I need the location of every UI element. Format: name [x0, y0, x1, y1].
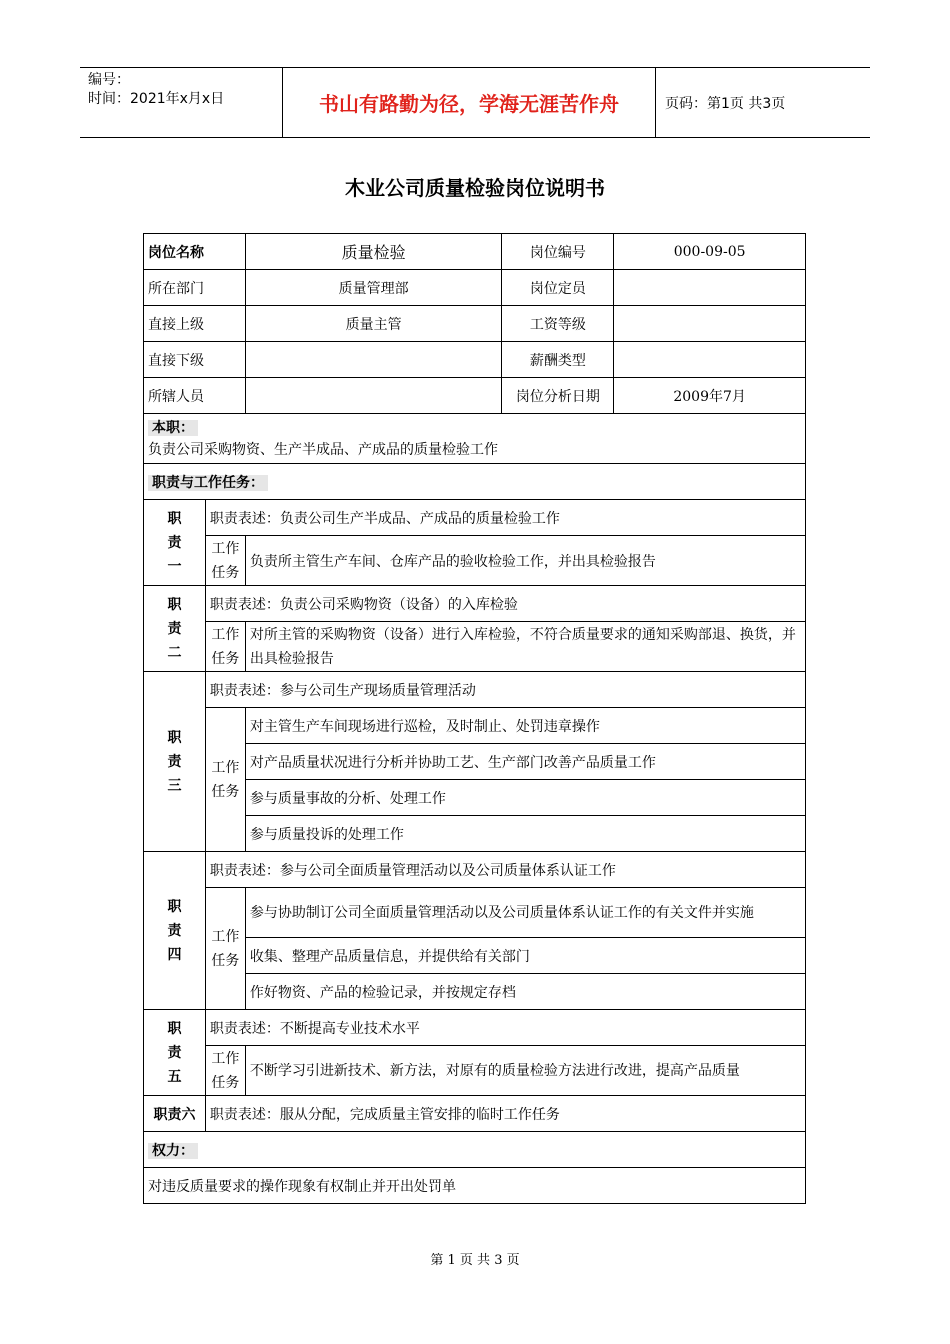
duty-5-task-label: 工作 任务	[205, 1046, 245, 1096]
duty-3-task-2: 对产品质量状况进行分析并协助工艺、生产部门改善产品质量工作	[245, 744, 805, 780]
staff-label: 所辖人员	[144, 378, 246, 414]
duty-5-task-1: 不断学习引进新技术、新方法，对原有的质量检验方法进行改进，提高产品质量	[245, 1046, 805, 1096]
main-duty-cell	[144, 414, 806, 464]
duty-5-label	[144, 1010, 206, 1096]
superior-label: 直接上级	[144, 306, 246, 342]
duty-2-name: 职 责 二	[167, 596, 182, 661]
power-label: 权力：	[148, 1143, 198, 1159]
wage-value	[614, 306, 806, 342]
power-header-cell	[144, 1132, 806, 1168]
quota-value	[614, 270, 806, 306]
duty-3-label	[144, 672, 206, 852]
page-footer: 第 1 页 共 3 页	[430, 1253, 520, 1268]
duty-1-label	[144, 500, 206, 586]
header-page-info: 页码：第1页 共3页	[665, 95, 786, 112]
duty-3-task-label: 工作 任务	[205, 708, 245, 852]
duty-4-task-1: 参与协助制订公司全面质量管理活动以及公司质量体系认证工作的有关文件并实施	[245, 888, 805, 938]
analysis-date-value: 2009年7月	[614, 378, 806, 414]
main-duty-label: 本职：	[148, 420, 198, 436]
duty-1-task-label: 工作 任务	[205, 536, 245, 586]
duty-6-label: 职责六	[144, 1096, 206, 1132]
salary-type-value	[614, 342, 806, 378]
dept-value: 质量管理部	[245, 270, 502, 306]
page-header	[80, 67, 870, 138]
duty-1-desc: 职责表述：负责公司生产半成品、产成品的质量检验工作	[205, 500, 805, 536]
header-left	[80, 68, 282, 137]
duty-4-desc: 职责表述：参与公司全面质量管理活动以及公司质量体系认证工作	[205, 852, 805, 888]
duty-1-name: 职 责 一	[167, 510, 182, 575]
duty-3-task-1: 对主管生产车间现场进行巡检，及时制止、处罚违章操作	[245, 708, 805, 744]
duty-5-name: 职 责 五	[167, 1020, 182, 1085]
main-duty-text: 负责公司采购物资、生产半成品、产成品的质量检验工作	[148, 441, 498, 458]
duty-2-desc: 职责表述：负责公司采购物资（设备）的入库检验	[205, 586, 805, 622]
duty-4-label	[144, 852, 206, 1010]
post-name-label: 岗位名称	[144, 234, 246, 270]
staff-value	[245, 378, 502, 414]
post-name-value: 质量检验	[245, 234, 502, 270]
duty-3-desc: 职责表述：参与公司生产现场质量管理活动	[205, 672, 805, 708]
duty-1-task-1: 负责所主管生产车间、仓库产品的验收检验工作，并出具检验报告	[245, 536, 805, 586]
header-motto: 书山有路勤为径，学海无涯苦作舟	[282, 68, 656, 137]
duty-6-desc: 职责表述：服从分配，完成质量主管安排的临时工作任务	[205, 1096, 805, 1132]
subordinate-label: 直接下级	[144, 342, 246, 378]
duty-3-task-3: 参与质量事故的分析、处理工作	[245, 780, 805, 816]
power-text: 对违反质量要求的操作现象有权制止并开出处罚单	[144, 1168, 806, 1204]
duty-2-task-label: 工作 任务	[205, 622, 245, 672]
duty-4-task-2: 收集、整理产品质量信息，并提供给有关部门	[245, 938, 805, 974]
post-code-value: 000-09-05	[614, 234, 806, 270]
job-description-table	[143, 233, 806, 1204]
salary-type-label: 薪酬类型	[502, 342, 614, 378]
doc-number-label: 编号：	[88, 72, 130, 88]
duty-3-name: 职 责 三	[167, 729, 182, 794]
subordinate-value	[245, 342, 502, 378]
duties-header-cell	[144, 464, 806, 500]
duty-2-task-1: 对所主管的采购物资（设备）进行入库检验，不符合质量要求的通知采购部退、换货，并出具检验报告	[245, 622, 805, 672]
duty-4-task-label: 工作 任务	[205, 888, 245, 1010]
duty-4-task-3: 作好物资、产品的检验记录，并按规定存档	[245, 974, 805, 1010]
duty-2-label	[144, 586, 206, 672]
document-title: 木业公司质量检验岗位说明书	[345, 176, 605, 200]
duty-4-name: 职 责 四	[167, 898, 182, 963]
quota-label: 岗位定员	[502, 270, 614, 306]
doc-time: 时间：2021年x月x日	[88, 91, 225, 107]
superior-value: 质量主管	[245, 306, 502, 342]
post-code-label: 岗位编号	[502, 234, 614, 270]
dept-label: 所在部门	[144, 270, 246, 306]
wage-label: 工资等级	[502, 306, 614, 342]
duties-header: 职责与工作任务：	[148, 475, 268, 491]
analysis-date-label: 岗位分析日期	[502, 378, 614, 414]
duty-5-desc: 职责表述：不断提高专业技术水平	[205, 1010, 805, 1046]
duty-3-task-4: 参与质量投诉的处理工作	[245, 816, 805, 852]
